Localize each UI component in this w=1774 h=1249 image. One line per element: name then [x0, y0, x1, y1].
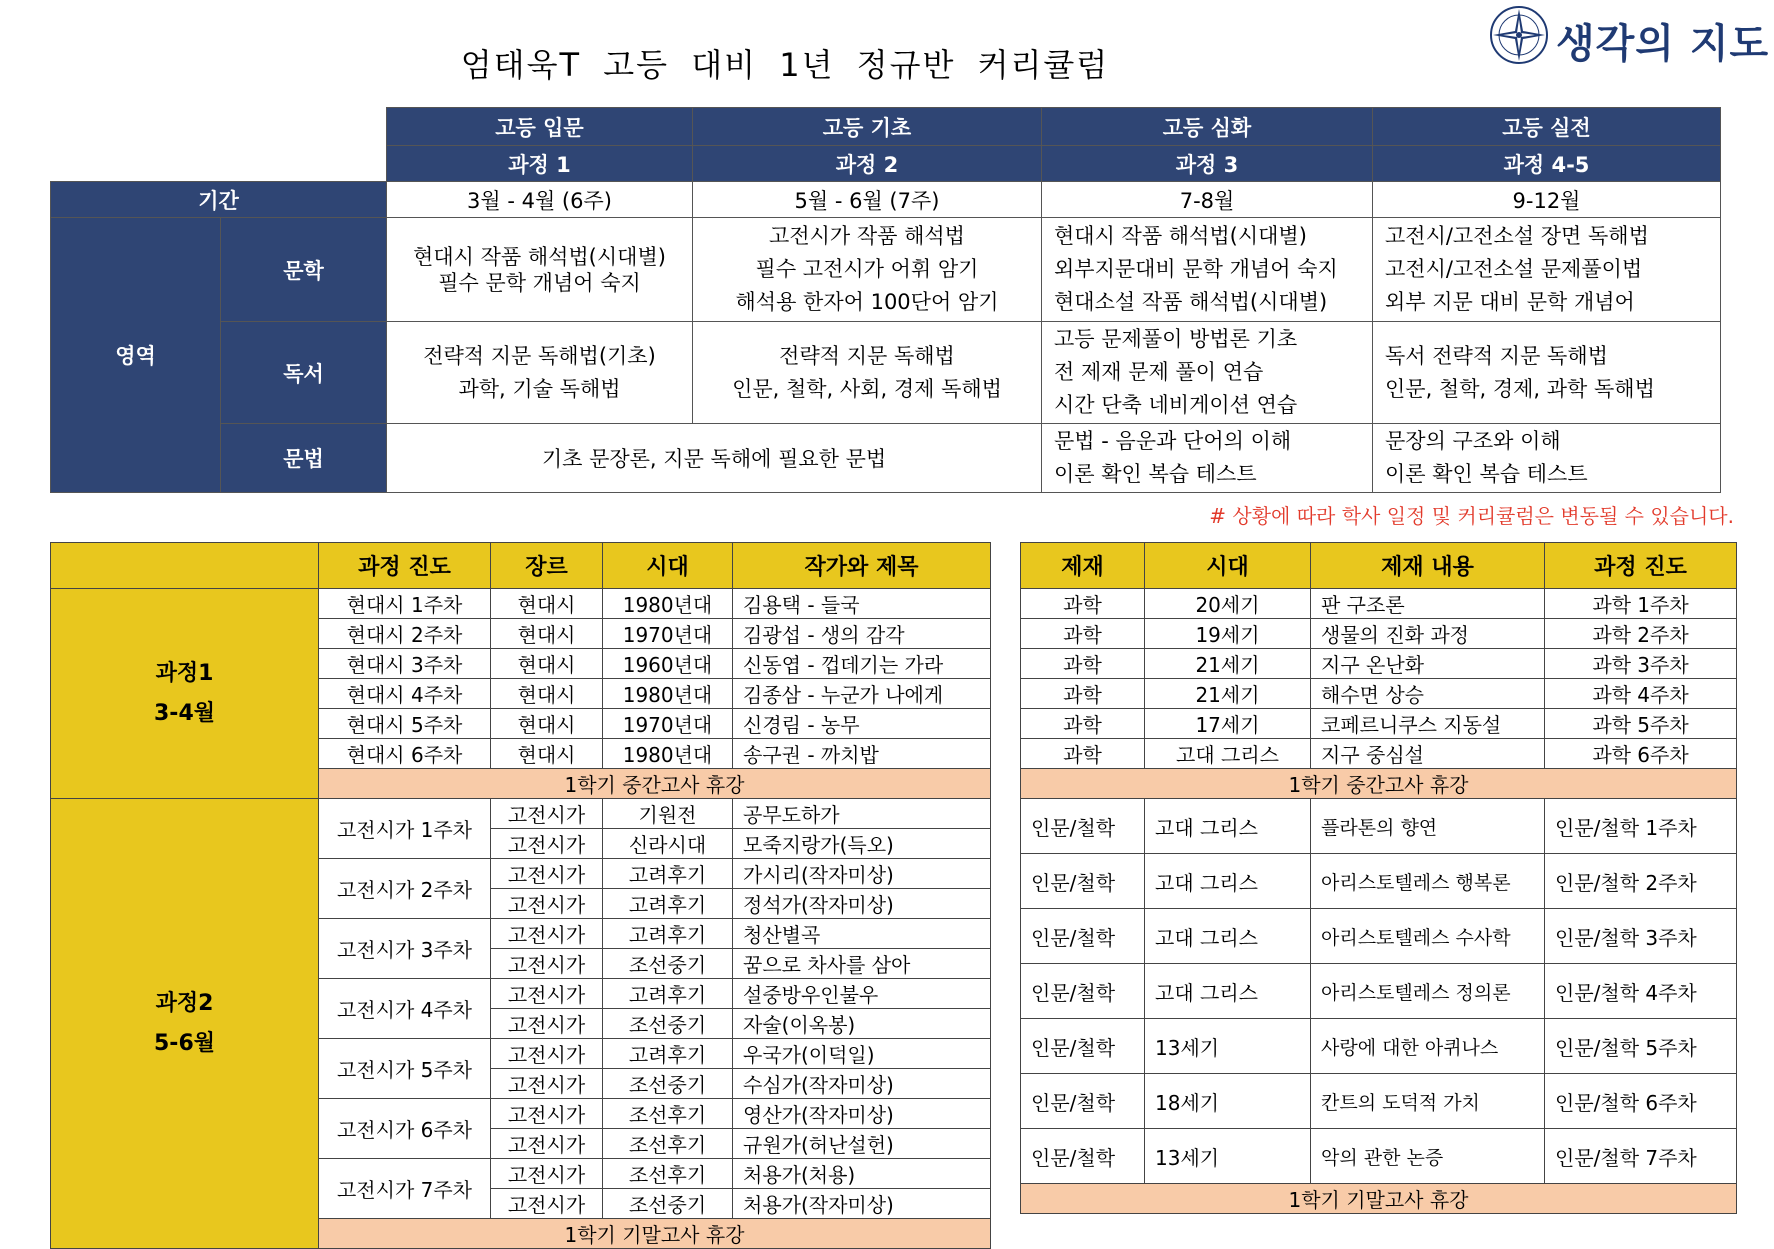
course-header: 과정 1	[387, 146, 693, 182]
table-cell: 설중방우인불우	[733, 979, 991, 1009]
course-label: 과정2 5-6월	[51, 799, 319, 1249]
table-cell: 고전시가	[491, 1189, 603, 1219]
table-cell: 기원전	[603, 799, 733, 829]
logo	[1488, 4, 1768, 66]
week-cell: 고전시가 2주차	[319, 859, 491, 919]
reading-c3: 고등 문제풀이 방법론 기초 전 제재 문제 풀이 연습 시간 단축 네비게이션 연습	[1042, 322, 1373, 424]
table-cell: 인문/철학	[1021, 909, 1145, 964]
table-cell: 조선중기	[603, 1009, 733, 1039]
literature-c3: 현대시 작품 해석법(시대별) 외부지문대비 문학 개념어 숙지 현대소설 작품 해석법(시대별)	[1042, 218, 1373, 322]
table-cell: 처용가(처용)	[733, 1159, 991, 1189]
table-cell: 청산별곡	[733, 919, 991, 949]
table-row	[51, 589, 991, 619]
table-cell: 고대 그리스	[1145, 964, 1311, 1019]
reading-schedule-table	[1020, 542, 1737, 1214]
table-cell: 칸트의 도덕적 가치	[1311, 1074, 1545, 1129]
reading-c2: 전략적 지문 독해법 인문, 철학, 사회, 경제 독해법	[693, 322, 1042, 424]
table-row	[1021, 854, 1737, 909]
blank-corner	[51, 108, 387, 146]
break-row: 1학기 중간고사 휴강	[1021, 769, 1737, 799]
column-header: 시대	[603, 543, 733, 589]
table-cell: 현대시	[491, 589, 603, 619]
table-cell: 고전시가	[491, 889, 603, 919]
table-cell: 사랑에 대한 아퀴나스	[1311, 1019, 1545, 1074]
week-cell: 고전시가 4주차	[319, 979, 491, 1039]
reading-c1: 전략적 지문 독해법(기초) 과학, 기술 독해법	[387, 322, 693, 424]
table-cell: 1980년대	[603, 679, 733, 709]
literature-c2: 고전시가 작품 해석법 필수 고전시가 어휘 암기 해석용 한자어 100단어 암기	[693, 218, 1042, 322]
table-row	[1021, 799, 1737, 854]
table-cell: 18세기	[1145, 1074, 1311, 1129]
week-cell: 고전시가 6주차	[319, 1099, 491, 1159]
table-cell: 규원가(허난설헌)	[733, 1129, 991, 1159]
table-cell: 과학	[1021, 709, 1145, 739]
stage-header: 고등 실전	[1373, 108, 1721, 146]
table-cell: 고전시가	[491, 949, 603, 979]
table-cell: 조선후기	[603, 1099, 733, 1129]
literature-c1: 현대시 작품 해석법(시대별) 필수 문학 개념어 숙지	[387, 218, 693, 322]
table-cell: 과학 1주차	[1545, 589, 1737, 619]
table-cell: 현대시 3주차	[319, 649, 491, 679]
page-title: 엄태욱T 고등 대비 1년 정규반 커리큘럼	[460, 46, 1110, 84]
table-cell: 아리스토텔레스 수사학	[1311, 909, 1545, 964]
column-header: 작가와 제목	[733, 543, 991, 589]
table-cell: 정석가(작자미상)	[733, 889, 991, 919]
table-row	[1021, 909, 1737, 964]
week-cell: 고전시가 5주차	[319, 1039, 491, 1099]
table-cell: 고전시가	[491, 919, 603, 949]
table-cell: 과학 2주차	[1545, 619, 1737, 649]
table-cell: 신동엽 - 껍데기는 가라	[733, 649, 991, 679]
table-cell: 고전시가	[491, 1069, 603, 1099]
table-row	[1021, 709, 1737, 739]
blank-header-cell	[51, 543, 319, 589]
logo-text: 생각의 지도	[1556, 21, 1770, 67]
table-cell: 고전시가	[491, 1099, 603, 1129]
grammar-label: 문법	[221, 424, 387, 493]
table-cell: 인문/철학	[1021, 1074, 1145, 1129]
blank-corner	[51, 146, 387, 182]
table-cell: 우국가(이덕일)	[733, 1039, 991, 1069]
table-row	[1021, 589, 1737, 619]
table-cell: 지구 중심설	[1311, 739, 1545, 769]
table-cell: 17세기	[1145, 709, 1311, 739]
table-cell: 고려후기	[603, 859, 733, 889]
course-header: 과정 2	[693, 146, 1042, 182]
table-cell: 신라시대	[603, 829, 733, 859]
table-cell: 처용가(작자미상)	[733, 1189, 991, 1219]
table-cell: 현대시	[491, 679, 603, 709]
period-label: 기간	[51, 182, 387, 218]
table-cell: 19세기	[1145, 619, 1311, 649]
table-cell: 과학	[1021, 679, 1145, 709]
grammar-c3: 문법 - 음운과 단어의 이해 이론 확인 복습 테스트	[1042, 424, 1373, 493]
table-cell: 조선후기	[603, 1159, 733, 1189]
table-cell: 아리스토텔레스 행복론	[1311, 854, 1545, 909]
column-header: 장르	[491, 543, 603, 589]
table-cell: 김용택 - 들국	[733, 589, 991, 619]
table-cell: 조선후기	[603, 1129, 733, 1159]
curriculum-overview-table	[50, 107, 1721, 493]
reading-label: 독서	[221, 322, 387, 424]
table-cell: 인문/철학 6주차	[1545, 1074, 1737, 1129]
table-cell: 플라톤의 향연	[1311, 799, 1545, 854]
column-header: 제재	[1021, 543, 1145, 589]
table-cell: 인문/철학 1주차	[1545, 799, 1737, 854]
table-cell: 과학	[1021, 619, 1145, 649]
table-cell: 과학	[1021, 649, 1145, 679]
grammar-c12: 기초 문장론, 지문 독해에 필요한 문법	[387, 424, 1042, 493]
table-cell: 고려후기	[603, 1039, 733, 1069]
table-cell: 13세기	[1145, 1129, 1311, 1184]
table-cell: 현대시 5주차	[319, 709, 491, 739]
table-cell: 고전시가	[491, 799, 603, 829]
literature-label: 문학	[221, 218, 387, 322]
column-header: 제재 내용	[1311, 543, 1545, 589]
table-cell: 고전시가	[491, 1039, 603, 1069]
table-cell: 고전시가	[491, 1159, 603, 1189]
table-cell: 김종삼 - 누군가 나에게	[733, 679, 991, 709]
table-cell: 꿈으로 차사를 삼아	[733, 949, 991, 979]
table-cell: 모죽지랑가(득오)	[733, 829, 991, 859]
table-cell: 현대시 2주차	[319, 619, 491, 649]
table-cell: 영산가(작자미상)	[733, 1099, 991, 1129]
table-cell: 고전시가	[491, 1009, 603, 1039]
table-cell: 송구권 - 까치밥	[733, 739, 991, 769]
stage-header: 고등 입문	[387, 108, 693, 146]
table-cell: 자술(이옥봉)	[733, 1009, 991, 1039]
course-header: 과정 3	[1042, 146, 1373, 182]
table-row	[1021, 619, 1737, 649]
schedule-note: # 상황에 따라 학사 일정 및 커리큘럼은 변동될 수 있습니다.	[1209, 504, 1734, 528]
table-cell: 현대시 6주차	[319, 739, 491, 769]
area-label: 영역	[51, 218, 221, 493]
table-cell: 21세기	[1145, 679, 1311, 709]
table-row	[51, 799, 991, 829]
table-cell: 1970년대	[603, 709, 733, 739]
table-cell: 1960년대	[603, 649, 733, 679]
table-cell: 고전시가	[491, 979, 603, 1009]
table-cell: 고대 그리스	[1145, 909, 1311, 964]
column-header: 과정 진도	[319, 543, 491, 589]
table-cell: 가시리(작자미상)	[733, 859, 991, 889]
table-cell: 코페르니쿠스 지동설	[1311, 709, 1545, 739]
table-row	[1021, 1019, 1737, 1074]
period-cell: 7-8월	[1042, 182, 1373, 218]
table-cell: 고대 그리스	[1145, 739, 1311, 769]
period-cell: 3월 - 4월 (6주)	[387, 182, 693, 218]
table-cell: 21세기	[1145, 649, 1311, 679]
table-cell: 현대시	[491, 709, 603, 739]
stage-header: 고등 기초	[693, 108, 1042, 146]
week-cell: 고전시가 1주차	[319, 799, 491, 859]
course-header: 과정 4-5	[1373, 146, 1721, 182]
table-cell: 현대시 1주차	[319, 589, 491, 619]
table-cell: 조선중기	[603, 949, 733, 979]
table-cell: 신경림 - 농무	[733, 709, 991, 739]
reading-c4: 독서 전략적 지문 독해법 인문, 철학, 경제, 과학 독해법	[1373, 322, 1721, 424]
table-cell: 김광섭 - 생의 감각	[733, 619, 991, 649]
course-label: 과정1 3-4월	[51, 589, 319, 799]
week-cell: 고전시가 7주차	[319, 1159, 491, 1219]
table-row	[1021, 1129, 1737, 1184]
table-cell: 고려후기	[603, 979, 733, 1009]
table-cell: 공무도하가	[733, 799, 991, 829]
table-cell: 인문/철학	[1021, 964, 1145, 1019]
table-cell: 악의 관한 논증	[1311, 1129, 1545, 1184]
table-cell: 고전시가	[491, 1129, 603, 1159]
table-cell: 인문/철학	[1021, 799, 1145, 854]
table-row	[1021, 964, 1737, 1019]
table-cell: 아리스토텔레스 정의론	[1311, 964, 1545, 1019]
table-cell: 인문/철학 5주차	[1545, 1019, 1737, 1074]
table-cell: 판 구조론	[1311, 589, 1545, 619]
table-row	[1021, 739, 1737, 769]
table-cell: 1970년대	[603, 619, 733, 649]
break-row: 1학기 기말고사 휴강	[1021, 1184, 1737, 1214]
table-cell: 13세기	[1145, 1019, 1311, 1074]
week-cell: 고전시가 3주차	[319, 919, 491, 979]
table-cell: 인문/철학	[1021, 1129, 1145, 1184]
table-cell: 현대시	[491, 739, 603, 769]
table-cell: 고대 그리스	[1145, 799, 1311, 854]
table-cell: 현대시	[491, 649, 603, 679]
table-cell: 수심가(작자미상)	[733, 1069, 991, 1099]
table-cell: 현대시	[491, 619, 603, 649]
break-row: 1학기 기말고사 휴강	[319, 1219, 991, 1249]
table-cell: 인문/철학	[1021, 854, 1145, 909]
table-cell: 고려후기	[603, 889, 733, 919]
table-cell: 조선중기	[603, 1069, 733, 1099]
table-row	[1021, 679, 1737, 709]
column-header: 과정 진도	[1545, 543, 1737, 589]
break-row: 1학기 중간고사 휴강	[319, 769, 991, 799]
table-cell: 현대시 4주차	[319, 679, 491, 709]
table-cell: 1980년대	[603, 739, 733, 769]
table-cell: 고려후기	[603, 919, 733, 949]
table-cell: 고대 그리스	[1145, 854, 1311, 909]
table-row	[1021, 1074, 1737, 1129]
table-cell: 고전시가	[491, 829, 603, 859]
table-cell: 인문/철학 3주차	[1545, 909, 1737, 964]
table-cell: 인문/철학 7주차	[1545, 1129, 1737, 1184]
table-cell: 고전시가	[491, 859, 603, 889]
table-cell: 해수면 상승	[1311, 679, 1545, 709]
table-cell: 인문/철학 4주차	[1545, 964, 1737, 1019]
table-cell: 생물의 진화 과정	[1311, 619, 1545, 649]
table-cell: 인문/철학	[1021, 1019, 1145, 1074]
table-cell: 지구 온난화	[1311, 649, 1545, 679]
period-cell: 9-12월	[1373, 182, 1721, 218]
grammar-c4: 문장의 구조와 이해 이론 확인 복습 테스트	[1373, 424, 1721, 493]
period-cell: 5월 - 6월 (7주)	[693, 182, 1042, 218]
table-row	[1021, 649, 1737, 679]
table-cell: 20세기	[1145, 589, 1311, 619]
column-header: 시대	[1145, 543, 1311, 589]
table-cell: 인문/철학 2주차	[1545, 854, 1737, 909]
table-cell: 과학 5주차	[1545, 709, 1737, 739]
stage-header: 고등 심화	[1042, 108, 1373, 146]
table-cell: 과학 4주차	[1545, 679, 1737, 709]
literature-c4: 고전시/고전소설 장면 독해법 고전시/고전소설 문제풀이법 외부 지문 대비 문학 개념어	[1373, 218, 1721, 322]
table-cell: 과학	[1021, 589, 1145, 619]
table-cell: 1980년대	[603, 589, 733, 619]
table-cell: 과학 3주차	[1545, 649, 1737, 679]
compass-star-icon	[1488, 4, 1550, 66]
literature-schedule-table	[50, 542, 991, 1249]
table-cell: 조선중기	[603, 1189, 733, 1219]
table-cell: 과학 6주차	[1545, 739, 1737, 769]
table-cell: 과학	[1021, 739, 1145, 769]
